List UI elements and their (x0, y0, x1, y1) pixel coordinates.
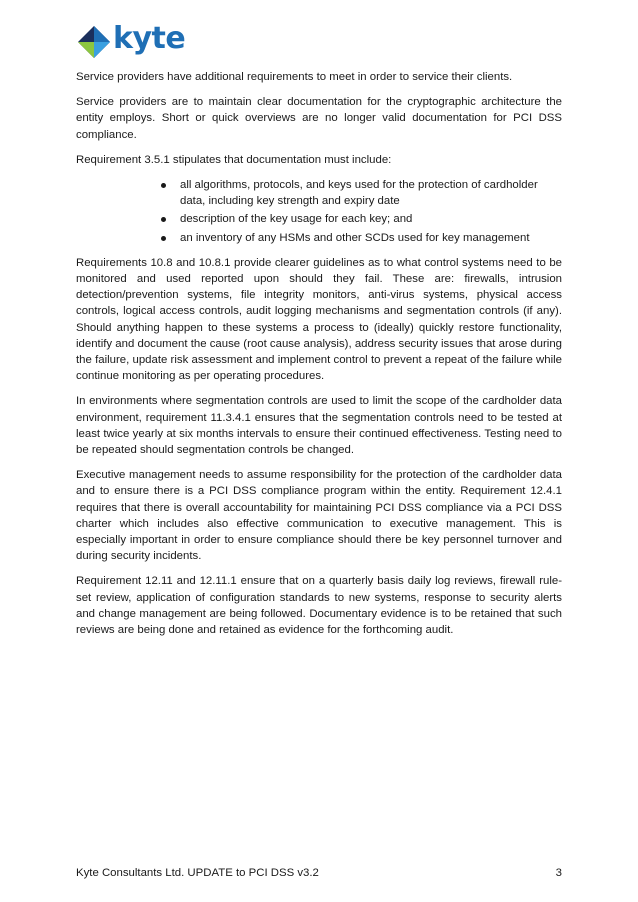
list-item-text: an inventory of any HSMs and other SCDs used for key management (180, 231, 530, 244)
paragraph-requirement-12-11: Requirement 12.11 and 12.11.1 ensure that on a quarterly basis daily log reviews, firewall rule-set review, application of configuration standards to new systems, response to security alerts and change management are being followed. Documentary evidence is to be retained that such reviews are being done and retained as evidence for the forthcoming audit. (76, 575, 562, 637)
logo-wordmark: kyte (113, 21, 186, 56)
list-item (161, 211, 562, 227)
paragraph-requirement-3-5-1: Requirement 3.5.1 stipulates that documentation must include: (76, 153, 392, 166)
list-item (161, 177, 562, 209)
bullet-icon (161, 183, 166, 188)
footer-title: Kyte Consultants Ltd. UPDATE to PCI DSS v3.2 (76, 867, 319, 879)
list-item-text: all algorithms, protocols, and keys used for the protection of cardholder data, including key strength and expiry date (180, 179, 538, 208)
paragraph-requirement-10-8: Requirements 10.8 and 10.8.1 provide clearer guidelines as to what control systems need to be monitored and used reported upon should they fail. These are: firewalls, intrusion detection/prevention systems, file integrity monitors, anti-virus systems, physical access controls, logical access controls, audit logging mechanisms and segmentation controls (if any). Should anything happen to these systems a process to (ideally) quickly restore functionality, identify and document the cause (root cause analysis), address security issues that arose during the failure, update risk assessment and implement control to prevent a repeat of the failure while continue monitoring as per operating procedures. (76, 256, 562, 383)
page-number: 3 (555, 867, 562, 879)
document-body (76, 69, 562, 647)
page-footer (76, 865, 562, 881)
kyte-diamond-logo-icon (76, 24, 112, 60)
bullet-icon (161, 236, 166, 241)
bullet-icon (161, 217, 166, 222)
paragraph-segmentation: In environments where segmentation controls are used to limit the scope of the cardholder data environment, requirement 11.3.4.1 ensures that the segmentation controls need to be tested at least twice yearly at six months intervals to ensure their continued effectiveness. Testing need to be repeated should segmentation controls be changed. (76, 395, 562, 457)
list-item-text: description of the key usage for each key; and (180, 213, 413, 226)
paragraph-documentation: Service providers are to maintain clear documentation for the cryptographic architecture the entity employs. Short or quick overviews are no longer valid documentation for PCI DSS compliance. (76, 96, 562, 141)
paragraph-service-providers: Service providers have additional requirements to meet in order to service their clients. (76, 71, 513, 83)
list-item (161, 230, 562, 246)
paragraph-executive-management: Executive management needs to assume responsibility for the protection of the cardholder data and to ensure there is a PCI DSS compliance program within the entity. Requirement 12.4.1 requires that there is overall accountability for maintaining PCI DSS compliance via a PCI DSS charter which includes also effective communication to executive management. This is especially important in order to ensure compliance should there be key personnel turnover and during security incidents. (76, 469, 562, 563)
documentation-bullet-list (76, 177, 562, 246)
kyte-logo (76, 22, 185, 62)
